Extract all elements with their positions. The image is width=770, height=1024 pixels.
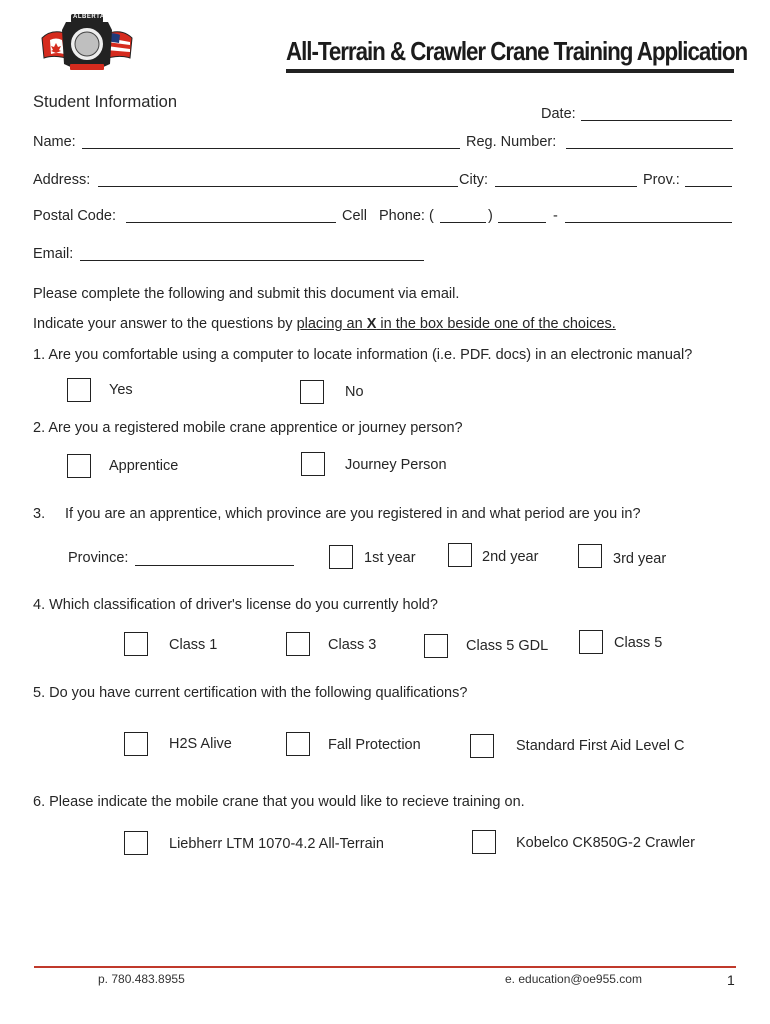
footer-phone: p. 780.483.8955 [98, 972, 185, 986]
question-4: 4. Which classification of driver's license do you currently hold? [33, 597, 438, 613]
q2-journey-person-label: Journey Person [345, 457, 447, 473]
q3-1st-year-checkbox[interactable] [329, 545, 353, 569]
reg-number-label: Reg. Number: [466, 134, 557, 150]
q1-yes-checkbox[interactable] [67, 378, 91, 402]
q6-kobelco-checkbox[interactable] [472, 830, 496, 854]
section-title: Student Information [33, 93, 178, 111]
q4-class-5-label: Class 5 [614, 635, 663, 651]
postal-code-field[interactable] [126, 222, 336, 223]
q4-class-1-checkbox[interactable] [124, 632, 148, 656]
page-title: All-Terrain & Crawler Crane Training Application [286, 36, 748, 66]
q4-class-3-label: Class 3 [328, 637, 377, 653]
q5-fall-protection-label: Fall Protection [328, 737, 421, 753]
q5-first-aid-label: Standard First Aid Level C [516, 738, 685, 754]
phone-prefix-field[interactable] [498, 222, 546, 223]
date-field[interactable] [581, 120, 732, 121]
q5-h2s-alive-checkbox[interactable] [124, 732, 148, 756]
instruction-emphasis-a: placing an [296, 316, 367, 332]
phone-label: Phone: ( [379, 208, 434, 224]
instruction-line-2 [33, 316, 616, 332]
province-label: Province: [68, 550, 129, 566]
name-field[interactable] [82, 148, 460, 149]
city-label: City: [459, 172, 488, 188]
postal-code-label: Postal Code: [33, 208, 117, 224]
footer-email: e. education@oe955.com [505, 972, 642, 986]
q4-class-5-gdl-label: Class 5 GDL [466, 638, 549, 654]
q2-apprentice-checkbox[interactable] [67, 454, 91, 478]
logo-text: ALBERTA [73, 14, 105, 20]
instruction-prefix: Indicate your answer to the questions by [33, 316, 297, 332]
question-2: 2. Are you a registered mobile crane apprentice or journey person? [33, 420, 463, 436]
q3-3rd-year-checkbox[interactable] [578, 544, 602, 568]
question-1: 1. Are you comfortable using a computer to locate information (i.e. PDF. docs) in an electronic manual? [33, 347, 693, 363]
instruction-line-1: Please complete the following and submit this document via email. [33, 286, 460, 302]
q3-2nd-year-label: 2nd year [482, 549, 539, 565]
q2-journey-person-checkbox[interactable] [301, 452, 325, 476]
q3-2nd-year-checkbox[interactable] [448, 543, 472, 567]
question-3: If you are an apprentice, which province are you registered in and what period are you in? [65, 506, 641, 522]
footer-rule [34, 966, 736, 968]
prov-field[interactable] [685, 186, 732, 187]
phone-area-field[interactable] [440, 222, 486, 223]
q1-no-label: No [345, 384, 364, 400]
date-label: Date: [541, 106, 576, 122]
instruction-x: X [366, 316, 377, 332]
title-rule [286, 69, 734, 73]
page-number: 1 [727, 972, 735, 988]
q2-apprentice-label: Apprentice [109, 458, 179, 474]
q5-fall-protection-checkbox[interactable] [286, 732, 310, 756]
q5-h2s-alive-label: H2S Alive [169, 736, 232, 752]
prov-label: Prov.: [643, 172, 680, 188]
cell-label: Cell [342, 208, 367, 224]
question-5: 5. Do you have current certification with the following qualifications? [33, 685, 468, 701]
question-3-number: 3. [33, 506, 46, 522]
q1-yes-label: Yes [109, 382, 133, 398]
province-field[interactable] [135, 565, 294, 566]
reg-number-field[interactable] [566, 148, 733, 149]
email-label: Email: [33, 246, 74, 262]
address-label: Address: [33, 172, 91, 188]
phone-dash: - [553, 208, 558, 224]
name-label: Name: [33, 134, 76, 150]
q6-liebherr-label: Liebherr LTM 1070-4.2 All-Terrain [169, 836, 384, 852]
q6-liebherr-checkbox[interactable] [124, 831, 148, 855]
instruction-emphasis-b: in the box beside one of the choices. [376, 316, 616, 332]
union-logo [38, 8, 136, 78]
q4-class-1-label: Class 1 [169, 637, 218, 653]
q4-class-3-checkbox[interactable] [286, 632, 310, 656]
question-6: 6. Please indicate the mobile crane that you would like to recieve training on. [33, 794, 525, 810]
phone-close-paren: ) [488, 208, 493, 224]
q6-kobelco-label: Kobelco CK850G-2 Crawler [516, 835, 695, 851]
q1-no-checkbox[interactable] [300, 380, 324, 404]
instruction-emphasis [297, 316, 616, 332]
q5-first-aid-checkbox[interactable] [470, 734, 494, 758]
q4-class-5-gdl-checkbox[interactable] [424, 634, 448, 658]
q3-3rd-year-label: 3rd year [613, 551, 667, 567]
q4-class-5-checkbox[interactable] [579, 630, 603, 654]
q3-1st-year-label: 1st year [364, 550, 416, 566]
address-field[interactable] [98, 186, 458, 187]
city-field[interactable] [495, 186, 637, 187]
phone-line-field[interactable] [565, 222, 732, 223]
email-field[interactable] [80, 260, 424, 261]
